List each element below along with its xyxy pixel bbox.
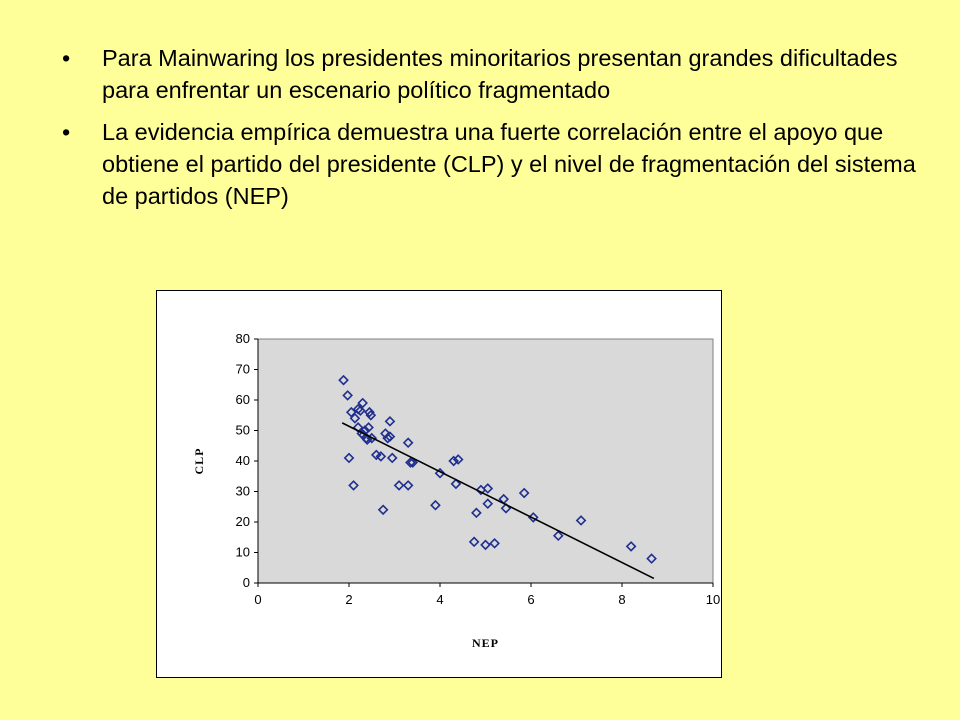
bullet-text: Para Mainwaring los presidentes minoritarios presentan grandes dificultades para enfrentar un escenario político fragmentado <box>102 45 898 103</box>
y-tick-label: 40 <box>235 453 250 468</box>
bullet-text: La evidencia empírica demuestra una fuerte correlación entre el apoyo que obtiene el partido del presidente (CLP) y el nivel de fragmentación del sistema de partidos (NEP) <box>102 119 916 209</box>
x-tick-label: 4 <box>436 592 444 607</box>
x-tick-label: 0 <box>254 592 262 607</box>
bullet-item <box>62 42 922 106</box>
x-tick-label: 2 <box>345 592 353 607</box>
bullet-list <box>62 42 922 222</box>
x-tick-label: 10 <box>705 592 721 607</box>
scatter-chart <box>157 291 721 677</box>
y-tick-label: 30 <box>235 483 250 499</box>
y-tick-label: 10 <box>235 544 250 560</box>
bullet-item <box>62 116 922 212</box>
y-tick-label: 20 <box>235 514 250 529</box>
plot-area <box>258 339 713 583</box>
y-axis-title: CLP <box>192 447 206 475</box>
y-tick-label: 80 <box>235 331 250 346</box>
x-tick-label: 6 <box>527 592 535 607</box>
y-tick-label: 0 <box>242 575 250 590</box>
bullet-dot: • <box>62 119 71 145</box>
y-tick-label: 70 <box>235 361 250 377</box>
x-tick-label: 8 <box>618 592 626 607</box>
x-axis-title: NEP <box>472 636 499 650</box>
bullet-dot: • <box>62 45 71 71</box>
chart-container <box>156 290 722 678</box>
y-tick-label: 50 <box>235 422 250 438</box>
x-axis <box>254 583 720 607</box>
y-tick-label: 60 <box>235 392 250 407</box>
y-axis <box>236 331 258 590</box>
